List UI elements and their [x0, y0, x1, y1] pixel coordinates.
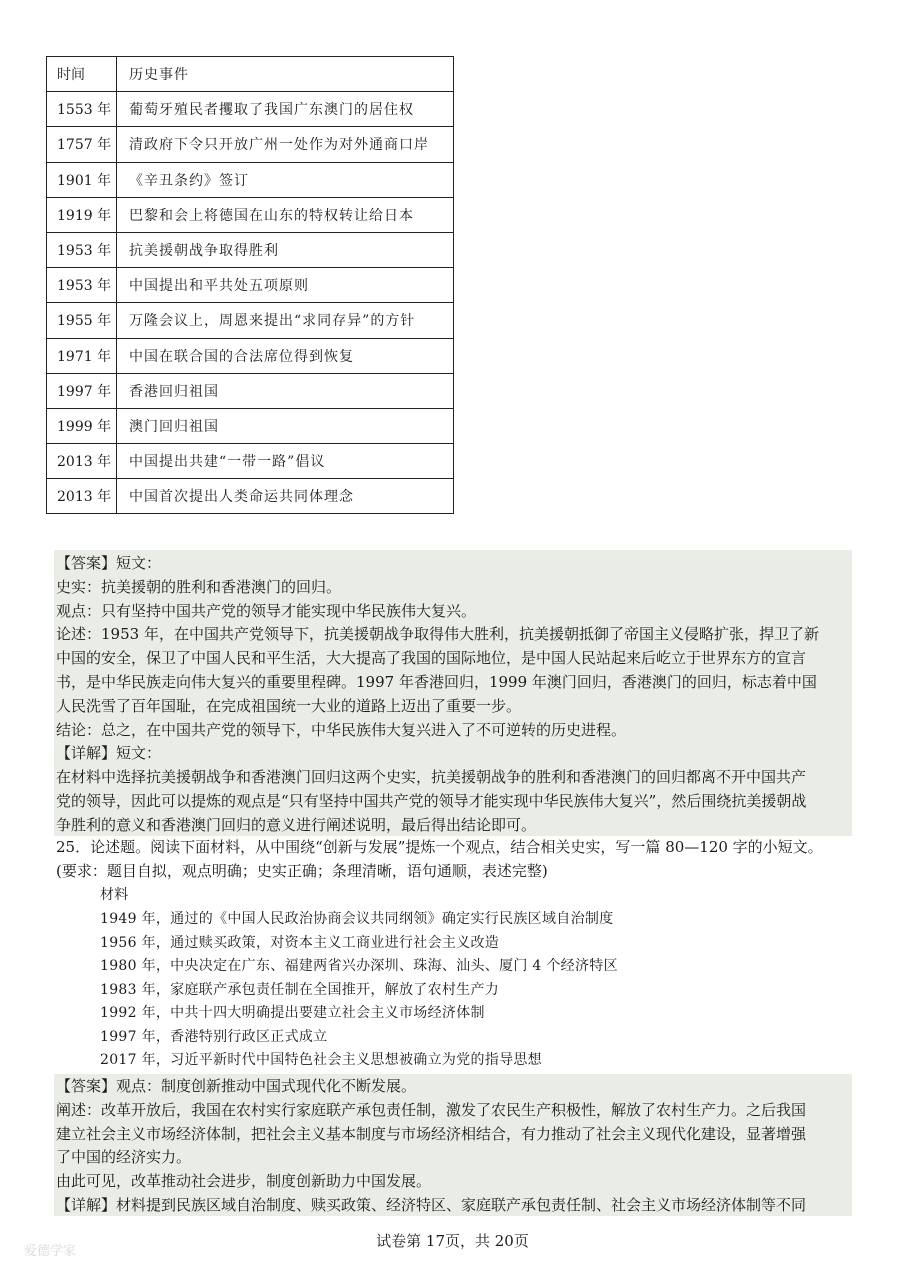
answer1-line: 党的领导，因此可以提炼的观点是“只有坚持中国共产党的领导才能实现中华民族伟大复兴”，然后围绕抗美援朝战 — [56, 792, 807, 810]
page-footer: 试卷第 17页，共 20页 — [376, 1232, 529, 1250]
event-cell: 《辛丑条约》签订 — [117, 162, 454, 197]
answer2-line: 建立社会主义市场经济体制，把社会主义基本制度与市场经济相结合，有力推动了社会主义现代化建设，显著增强 — [56, 1124, 807, 1143]
table-row — [47, 162, 454, 197]
event-cell: 中国首次提出人类命运共同体理念 — [117, 479, 454, 514]
time-cell: 1553 年 — [47, 92, 117, 127]
event-cell: 葡萄牙殖民者攫取了我国广东澳门的居住权 — [117, 92, 454, 127]
table-row — [47, 232, 454, 267]
event-cell: 清政府下令只开放广州一处作为对外通商口岸 — [117, 127, 454, 162]
answer1-line: 在材料中选择抗美援朝战争和香港澳门回归这两个史实，抗美援朝战争的胜利和香港澳门的回归都离不开中国共产 — [56, 768, 807, 787]
event-cell: 澳门回归祖国 — [117, 408, 454, 443]
event-cell: 抗美援朝战争取得胜利 — [117, 232, 454, 267]
table-header-row — [47, 57, 454, 92]
answer2-line: 【答案】观点：制度创新推动中国式现代化不断发展。 — [56, 1077, 417, 1095]
event-cell: 香港回归祖国 — [117, 373, 454, 408]
material-item: 1956 年，通过赎买政策，对资本主义工商业进行社会主义改造 — [100, 934, 500, 951]
answer1-line: 争胜利的意义和香港澳门回归的意义进行阐述说明，最后得出结论即可。 — [56, 815, 537, 834]
watermark: 爱德学家 — [24, 1244, 77, 1259]
event-cell: 中国提出和平共处五项原则 — [117, 268, 454, 303]
material-item: 1980 年，中央决定在广东、福建两省兴办深圳、珠海、汕头、厦门 4 个经济特区 — [100, 958, 618, 974]
answer2-line: 【详解】材料提到民族区域自治制度、赎买政策、经济特区、家庭联产承包责任制、社会主义市场经济体制等不同 — [56, 1196, 807, 1214]
answer1-line: 中国的安全，保卫了中国人民和平生活，大大提高了我国的国际地位，是中国人民站起来后屹立于世界东方的宣言 — [56, 649, 807, 668]
table-row — [47, 303, 454, 338]
table-row — [47, 197, 454, 232]
answer1-line: 【详解】短文： — [56, 744, 162, 763]
time-cell: 1999 年 — [47, 408, 117, 443]
answer2-line: 了中国的经济实力。 — [56, 1148, 192, 1167]
material-item: 1949 年，通过的《中国人民政治协商会议共同纲领》确定实行民族区域自治制度 — [100, 911, 614, 927]
table-row — [47, 373, 454, 408]
time-cell: 1901 年 — [47, 162, 117, 197]
question25-line: (要求：题目自拟，观点明确；史实正确；条理清晰，语句通顺，表述完整) — [56, 861, 548, 880]
material-item: 1992 年，中共十四大明确提出要建立社会主义市场经济体制 — [100, 1005, 485, 1021]
material-title: 材料 — [100, 887, 129, 903]
table-row — [47, 408, 454, 443]
answer2-line: 阐述：改革开放后，我国在农村实行家庭联产承包责任制，激发了农民生产积极性，解放了农村生产力。之后我国 — [56, 1100, 807, 1119]
answer1-line: 书，是中华民族走向伟大复兴的重要里程碑。1997 年香港回归，1999 年澳门回归，香港澳门的回归，标志着中国 — [56, 673, 817, 691]
event-cell: 中国在联合国的合法席位得到恢复 — [117, 338, 454, 373]
event-cell: 中国提出共建“一带一路”倡议 — [117, 444, 454, 479]
time-cell: 1953 年 — [47, 232, 117, 267]
material-item: 1997 年，香港特别行政区正式成立 — [100, 1028, 328, 1045]
table-row — [47, 479, 454, 514]
event-cell: 历史事件 — [117, 57, 454, 92]
time-cell: 1955 年 — [47, 303, 117, 338]
history-events-table — [46, 56, 454, 514]
table-row — [47, 92, 454, 127]
time-cell: 1757 年 — [47, 127, 117, 162]
material-item: 2017 年，习近平新时代中国特色社会主义思想被确立为党的指导思想 — [100, 1052, 542, 1068]
event-cell: 巴黎和会上将德国在山东的特权转让给日本 — [117, 197, 454, 232]
time-cell: 时间 — [47, 57, 117, 92]
time-cell: 1997 年 — [47, 373, 117, 408]
answer1-line: 结论：总之，在中国共产党的领导下，中华民族伟大复兴进入了不可逆转的历史进程。 — [56, 720, 627, 739]
answer1-line: 史实：抗美援朝的胜利和香港澳门的回归。 — [56, 577, 342, 596]
table-row — [47, 338, 454, 373]
question25-line: 25．论述题。阅读下面材料，从中围绕“创新与发展”提炼一个观点，结合相关史实，写一篇 80—120 字的小短文。 — [56, 838, 823, 856]
time-cell: 2013 年 — [47, 479, 117, 514]
material-item: 1983 年，家庭联产承包责任制在全国推开，解放了农村生产力 — [100, 981, 500, 998]
time-cell: 2013 年 — [47, 444, 117, 479]
event-cell: 万隆会议上，周恩来提出“求同存异”的方针 — [117, 303, 454, 338]
time-cell: 1919 年 — [47, 197, 117, 232]
answer1-line: 论述：1953 年，在中国共产党领导下，抗美援朝战争取得伟大胜利，抗美援朝抵御了帝国主义侵略扩张，捍卫了新 — [56, 625, 819, 644]
table-row — [47, 268, 454, 303]
answer2-line: 由此可见，改革推动社会进步，制度创新助力中国发展。 — [56, 1172, 432, 1191]
table-row — [47, 127, 454, 162]
answer1-line: 【答案】短文： — [56, 554, 162, 572]
time-cell: 1971 年 — [47, 338, 117, 373]
table-row — [47, 444, 454, 479]
answer1-line: 观点：只有坚持中国共产党的领导才能实现中华民族伟大复兴。 — [56, 601, 477, 620]
answer1-line: 人民洗雪了百年国耻，在完成祖国统一大业的道路上迈出了重要一步。 — [56, 696, 522, 715]
time-cell: 1953 年 — [47, 268, 117, 303]
